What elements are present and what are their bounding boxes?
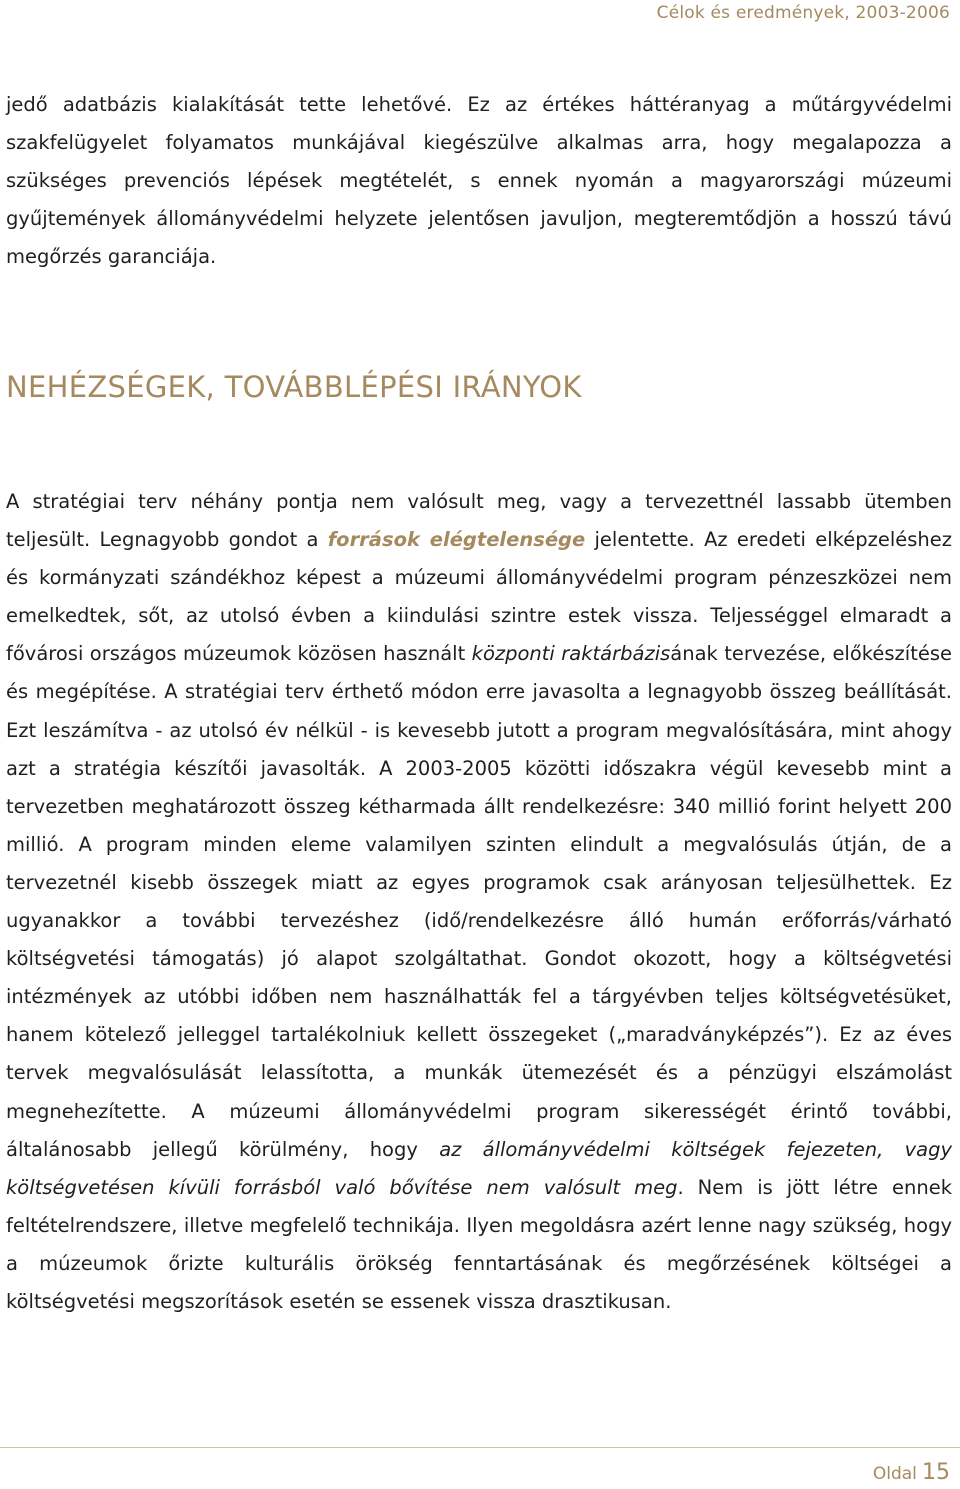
body-text-part-1: A stratégiai terv néhány pontja nem valósult meg, vagy a tervezettnél lassabb ütemben teljesült. Legnagyobb gondot a — [6, 490, 952, 552]
italic-phrase-raktarbazis: központi raktárbázis — [471, 642, 671, 666]
page-number-value: 15 — [922, 1460, 950, 1485]
page-label: Oldal — [872, 1464, 917, 1484]
body-text-part-4: . Nem is jött létre ennek feltételrendszere, illetve megfelelő technikája. Ilyen megoldásra azért lenne nagy szükség, hogy a múzeumok őrizte kulturális örökség fenntartásának és megőrzésének költségei a költségvetési megszorítások esetén se essenek vissza drasztikusan. — [6, 1175, 952, 1313]
page-number — [873, 1460, 950, 1485]
intro-paragraph: jedő adatbázis kialakítását tette lehetővé. Ez az értékes háttéranyag a műtárgyvédelmi szakfelügyelet folyamatos munkájával kiegészülve alkalmas arra, hogy megalapozza a szükséges prevenciós lépések megtételét, s ennek nyomán a magyarországi múzeumi gyűjtemények állományvédelmi helyzete jelentősen javuljon, megteremtődjön a hosszú távú megőrzés garanciája. — [6, 93, 952, 268]
body-paragraph — [6, 483, 952, 1321]
highlighted-phrase: források elégtelensége — [327, 528, 586, 552]
running-header: Célok és eredmények, 2003-2006 — [656, 3, 950, 23]
section-heading: NEHÉZSÉGEK, TOVÁBBLÉPÉSI IRÁNYOK — [6, 370, 582, 404]
body-text-part-2: jelentette. Az eredeti elképzeléshez és kormányzati szándékhoz képest a múzeumi állományvédelmi program pénzeszközei nem emelkedtek, sőt, az utolsó évben a kiindulási szintre estek vissza. Teljességgel elmaradt a fővárosi országos múzeumok közösen használt — [6, 528, 952, 666]
italic-phrase-koltsegek: az állományvédelmi költségek fejezeten, vagy költségvetésen kívüli forrásból való bővítése nem valósult meg — [6, 1137, 952, 1199]
body-text-part-3: ának tervezése, előkészítése és megépítése. A stratégiai terv érthető módon erre javasolta a legnagyobb összeg beállítását. Ezt leszámítva - az utolsó év nélkül - is kevesebb jutott a program megvalósítására, mint ahogy azt a stratégia készítői javasolták. A 2003-2005 közötti időszakra végül kevesebb mint a tervezetben meghatározott összeg kétharmada állt rendelkezésre: 340 millió forint helyett 200 millió. A program minden eleme valamilyen szinten elindult a megvalósulás útján, de a tervezetnél kisebb összegek miatt az egyes programok csak arányosan teljesülhettek. Ez ugyanakkor a további tervezéshez (idő/rendelkezésre álló humán erőforrás/várható költségvetési támogatás) jó alapot szolgáltathat. Gondot okozott, hogy a költségvetési intézmények az utóbbi időben nem használhatták fel a tárgyévben teljes költségvetésüket, hanem kötelező jelleggel tartalékolniuk kellett összegeket („maradványképzés”). Ez az éves tervek megvalósulását lelassította, a munkák ütemezését és a pénzügyi elszámolást megnehezítette. A múzeumi állományvédelmi program sikerességét érintő további, általánosabb jellegű körülmény, hogy — [6, 642, 952, 1161]
footer-divider — [0, 1447, 960, 1448]
